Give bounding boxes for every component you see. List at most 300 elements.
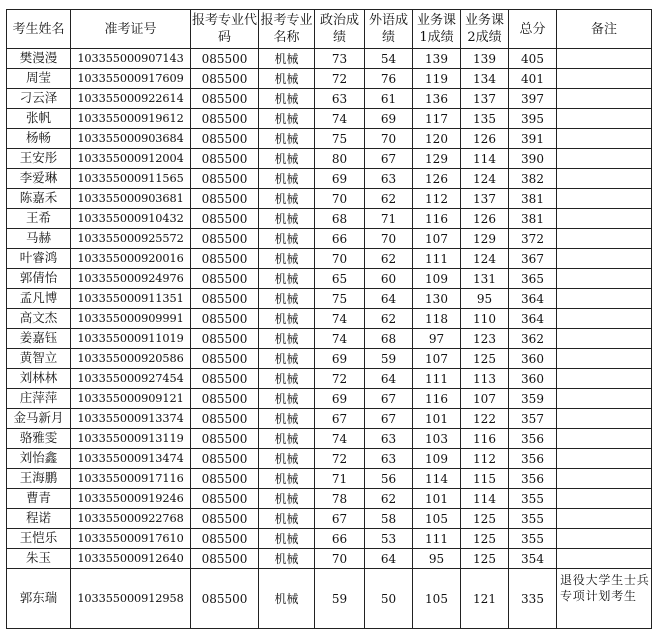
cell-major-name: 机械 bbox=[259, 189, 315, 209]
cell-subject-1: 126 bbox=[413, 169, 461, 189]
header-major-code: 报考专业代码 bbox=[191, 10, 259, 49]
cell-major-name: 机械 bbox=[259, 129, 315, 149]
cell-foreign-language: 50 bbox=[365, 569, 413, 629]
cell-major-code: 085500 bbox=[191, 529, 259, 549]
cell-politics: 74 bbox=[315, 309, 365, 329]
cell-name: 郭东瑞 bbox=[7, 569, 71, 629]
cell-name: 李爱琳 bbox=[7, 169, 71, 189]
cell-remarks bbox=[557, 49, 652, 69]
cell-subject-2: 125 bbox=[461, 509, 509, 529]
cell-name: 叶睿鸿 bbox=[7, 249, 71, 269]
cell-subject-2: 110 bbox=[461, 309, 509, 329]
cell-total: 354 bbox=[509, 549, 557, 569]
cell-politics: 78 bbox=[315, 489, 365, 509]
cell-subject-2: 124 bbox=[461, 249, 509, 269]
header-remarks: 备注 bbox=[557, 10, 652, 49]
cell-remarks bbox=[557, 249, 652, 269]
header-major-name: 报考专业名称 bbox=[259, 10, 315, 49]
cell-foreign-language: 61 bbox=[365, 89, 413, 109]
cell-exam-id: 103355000911351 bbox=[71, 289, 191, 309]
cell-politics: 75 bbox=[315, 129, 365, 149]
cell-subject-1: 97 bbox=[413, 329, 461, 349]
cell-major-code: 085500 bbox=[191, 489, 259, 509]
cell-remarks bbox=[557, 169, 652, 189]
cell-major-name: 机械 bbox=[259, 489, 315, 509]
cell-exam-id: 103355000927454 bbox=[71, 369, 191, 389]
cell-exam-id: 103355000911019 bbox=[71, 329, 191, 349]
cell-subject-1: 103 bbox=[413, 429, 461, 449]
cell-major-code: 085500 bbox=[191, 349, 259, 369]
cell-remarks bbox=[557, 109, 652, 129]
cell-subject-1: 139 bbox=[413, 49, 461, 69]
cell-name: 王希 bbox=[7, 209, 71, 229]
cell-politics: 72 bbox=[315, 369, 365, 389]
cell-subject-2: 122 bbox=[461, 409, 509, 429]
cell-major-name: 机械 bbox=[259, 329, 315, 349]
cell-exam-id: 103355000920016 bbox=[71, 249, 191, 269]
cell-total: 355 bbox=[509, 529, 557, 549]
cell-major-name: 机械 bbox=[259, 169, 315, 189]
cell-exam-id: 103355000912004 bbox=[71, 149, 191, 169]
table-row bbox=[7, 449, 652, 469]
header-politics: 政治成绩 bbox=[315, 10, 365, 49]
cell-exam-id: 103355000910432 bbox=[71, 209, 191, 229]
cell-total: 367 bbox=[509, 249, 557, 269]
header-subject-1: 业务课1成绩 bbox=[413, 10, 461, 49]
table-row bbox=[7, 269, 652, 289]
table-row bbox=[7, 389, 652, 409]
table-row bbox=[7, 409, 652, 429]
cell-name: 杨畅 bbox=[7, 129, 71, 149]
cell-foreign-language: 62 bbox=[365, 249, 413, 269]
cell-foreign-language: 63 bbox=[365, 169, 413, 189]
table-row bbox=[7, 89, 652, 109]
cell-foreign-language: 62 bbox=[365, 309, 413, 329]
cell-major-code: 085500 bbox=[191, 549, 259, 569]
cell-major-name: 机械 bbox=[259, 229, 315, 249]
table-row bbox=[7, 469, 652, 489]
cell-politics: 72 bbox=[315, 449, 365, 469]
cell-total: 395 bbox=[509, 109, 557, 129]
cell-total: 356 bbox=[509, 469, 557, 489]
cell-remarks bbox=[557, 89, 652, 109]
table-row bbox=[7, 369, 652, 389]
cell-name: 刘林林 bbox=[7, 369, 71, 389]
cell-remarks bbox=[557, 209, 652, 229]
cell-total: 355 bbox=[509, 509, 557, 529]
cell-politics: 74 bbox=[315, 429, 365, 449]
cell-total: 359 bbox=[509, 389, 557, 409]
cell-name: 周莹 bbox=[7, 69, 71, 89]
cell-foreign-language: 76 bbox=[365, 69, 413, 89]
cell-foreign-language: 54 bbox=[365, 49, 413, 69]
cell-subject-2: 114 bbox=[461, 489, 509, 509]
cell-major-code: 085500 bbox=[191, 189, 259, 209]
cell-foreign-language: 70 bbox=[365, 129, 413, 149]
cell-politics: 73 bbox=[315, 49, 365, 69]
cell-major-code: 085500 bbox=[191, 269, 259, 289]
cell-subject-1: 107 bbox=[413, 229, 461, 249]
cell-subject-2: 125 bbox=[461, 529, 509, 549]
cell-major-code: 085500 bbox=[191, 249, 259, 269]
score-table bbox=[6, 9, 652, 629]
cell-remarks bbox=[557, 369, 652, 389]
cell-total: 360 bbox=[509, 369, 557, 389]
cell-remarks bbox=[557, 449, 652, 469]
cell-exam-id: 103355000907143 bbox=[71, 49, 191, 69]
cell-politics: 65 bbox=[315, 269, 365, 289]
cell-major-name: 机械 bbox=[259, 369, 315, 389]
table-row bbox=[7, 69, 652, 89]
cell-subject-1: 101 bbox=[413, 489, 461, 509]
cell-remarks bbox=[557, 289, 652, 309]
cell-foreign-language: 67 bbox=[365, 149, 413, 169]
cell-major-name: 机械 bbox=[259, 449, 315, 469]
cell-politics: 74 bbox=[315, 109, 365, 129]
cell-name: 樊漫漫 bbox=[7, 49, 71, 69]
cell-total: 397 bbox=[509, 89, 557, 109]
cell-major-code: 085500 bbox=[191, 449, 259, 469]
cell-name: 孟凡博 bbox=[7, 289, 71, 309]
cell-politics: 70 bbox=[315, 549, 365, 569]
cell-foreign-language: 63 bbox=[365, 449, 413, 469]
cell-total: 335 bbox=[509, 569, 557, 629]
cell-name: 郭倩怡 bbox=[7, 269, 71, 289]
cell-subject-2: 126 bbox=[461, 129, 509, 149]
cell-subject-2: 125 bbox=[461, 349, 509, 369]
cell-total: 381 bbox=[509, 189, 557, 209]
cell-name: 姜嘉钰 bbox=[7, 329, 71, 349]
table-row bbox=[7, 529, 652, 549]
cell-major-name: 机械 bbox=[259, 49, 315, 69]
cell-major-name: 机械 bbox=[259, 349, 315, 369]
cell-subject-1: 129 bbox=[413, 149, 461, 169]
cell-exam-id: 103355000917610 bbox=[71, 529, 191, 549]
cell-subject-1: 116 bbox=[413, 389, 461, 409]
table-row bbox=[7, 349, 652, 369]
cell-name: 朱玉 bbox=[7, 549, 71, 569]
cell-politics: 67 bbox=[315, 509, 365, 529]
table-row bbox=[7, 569, 652, 629]
cell-remarks bbox=[557, 549, 652, 569]
cell-foreign-language: 71 bbox=[365, 209, 413, 229]
cell-exam-id: 103355000913119 bbox=[71, 429, 191, 449]
cell-politics: 69 bbox=[315, 389, 365, 409]
cell-exam-id: 103355000909121 bbox=[71, 389, 191, 409]
table-row bbox=[7, 189, 652, 209]
cell-subject-2: 115 bbox=[461, 469, 509, 489]
cell-remarks bbox=[557, 69, 652, 89]
cell-politics: 69 bbox=[315, 169, 365, 189]
cell-name: 刁云泽 bbox=[7, 89, 71, 109]
cell-exam-id: 103355000913374 bbox=[71, 409, 191, 429]
cell-exam-id: 103355000913474 bbox=[71, 449, 191, 469]
cell-politics: 69 bbox=[315, 349, 365, 369]
table-row bbox=[7, 209, 652, 229]
cell-remarks bbox=[557, 149, 652, 169]
table-header bbox=[7, 10, 652, 49]
cell-major-name: 机械 bbox=[259, 469, 315, 489]
cell-subject-2: 125 bbox=[461, 549, 509, 569]
cell-exam-id: 103355000922614 bbox=[71, 89, 191, 109]
cell-name: 曹青 bbox=[7, 489, 71, 509]
cell-foreign-language: 67 bbox=[365, 409, 413, 429]
cell-major-name: 机械 bbox=[259, 309, 315, 329]
cell-foreign-language: 62 bbox=[365, 489, 413, 509]
cell-total: 390 bbox=[509, 149, 557, 169]
cell-total: 355 bbox=[509, 489, 557, 509]
cell-subject-1: 109 bbox=[413, 449, 461, 469]
cell-remarks bbox=[557, 409, 652, 429]
cell-major-code: 085500 bbox=[191, 109, 259, 129]
cell-subject-2: 113 bbox=[461, 369, 509, 389]
cell-subject-2: 95 bbox=[461, 289, 509, 309]
cell-subject-2: 116 bbox=[461, 429, 509, 449]
cell-total: 360 bbox=[509, 349, 557, 369]
cell-total: 356 bbox=[509, 449, 557, 469]
cell-subject-1: 101 bbox=[413, 409, 461, 429]
cell-foreign-language: 62 bbox=[365, 189, 413, 209]
cell-major-code: 085500 bbox=[191, 469, 259, 489]
cell-total: 401 bbox=[509, 69, 557, 89]
cell-subject-1: 111 bbox=[413, 529, 461, 549]
cell-major-code: 085500 bbox=[191, 149, 259, 169]
cell-politics: 70 bbox=[315, 249, 365, 269]
cell-subject-2: 124 bbox=[461, 169, 509, 189]
header-total: 总分 bbox=[509, 10, 557, 49]
cell-name: 王海鹏 bbox=[7, 469, 71, 489]
cell-remarks: 退役大学生士兵专项计划考生 bbox=[557, 569, 652, 629]
table-row bbox=[7, 169, 652, 189]
cell-major-name: 机械 bbox=[259, 249, 315, 269]
cell-major-code: 085500 bbox=[191, 89, 259, 109]
cell-politics: 59 bbox=[315, 569, 365, 629]
cell-major-name: 机械 bbox=[259, 429, 315, 449]
cell-major-code: 085500 bbox=[191, 129, 259, 149]
cell-major-name: 机械 bbox=[259, 269, 315, 289]
cell-name: 陈嘉禾 bbox=[7, 189, 71, 209]
cell-exam-id: 103355000909991 bbox=[71, 309, 191, 329]
cell-total: 364 bbox=[509, 289, 557, 309]
cell-major-name: 机械 bbox=[259, 69, 315, 89]
cell-subject-1: 130 bbox=[413, 289, 461, 309]
cell-subject-1: 117 bbox=[413, 109, 461, 129]
cell-major-code: 085500 bbox=[191, 509, 259, 529]
cell-subject-2: 137 bbox=[461, 189, 509, 209]
cell-subject-1: 95 bbox=[413, 549, 461, 569]
cell-subject-2: 134 bbox=[461, 69, 509, 89]
table-row bbox=[7, 549, 652, 569]
cell-subject-1: 105 bbox=[413, 509, 461, 529]
cell-total: 372 bbox=[509, 229, 557, 249]
cell-remarks bbox=[557, 469, 652, 489]
cell-major-name: 机械 bbox=[259, 389, 315, 409]
cell-total: 365 bbox=[509, 269, 557, 289]
cell-exam-id: 103355000919612 bbox=[71, 109, 191, 129]
cell-subject-2: 135 bbox=[461, 109, 509, 129]
cell-foreign-language: 58 bbox=[365, 509, 413, 529]
cell-exam-id: 103355000922768 bbox=[71, 509, 191, 529]
cell-total: 356 bbox=[509, 429, 557, 449]
cell-remarks bbox=[557, 389, 652, 409]
cell-subject-1: 119 bbox=[413, 69, 461, 89]
cell-major-name: 机械 bbox=[259, 569, 315, 629]
cell-subject-1: 136 bbox=[413, 89, 461, 109]
cell-subject-1: 107 bbox=[413, 349, 461, 369]
cell-remarks bbox=[557, 349, 652, 369]
cell-subject-2: 129 bbox=[461, 229, 509, 249]
cell-politics: 80 bbox=[315, 149, 365, 169]
cell-exam-id: 103355000925572 bbox=[71, 229, 191, 249]
table-row bbox=[7, 109, 652, 129]
cell-major-name: 机械 bbox=[259, 409, 315, 429]
table-row bbox=[7, 289, 652, 309]
cell-exam-id: 103355000917609 bbox=[71, 69, 191, 89]
table-row bbox=[7, 249, 652, 269]
cell-remarks bbox=[557, 129, 652, 149]
cell-politics: 63 bbox=[315, 89, 365, 109]
cell-remarks bbox=[557, 529, 652, 549]
cell-exam-id: 103355000911565 bbox=[71, 169, 191, 189]
table-row bbox=[7, 329, 652, 349]
table-row bbox=[7, 309, 652, 329]
table-row bbox=[7, 429, 652, 449]
cell-name: 金马新月 bbox=[7, 409, 71, 429]
cell-name: 马赫 bbox=[7, 229, 71, 249]
cell-exam-id: 103355000924976 bbox=[71, 269, 191, 289]
table-row bbox=[7, 129, 652, 149]
cell-major-code: 085500 bbox=[191, 329, 259, 349]
cell-foreign-language: 64 bbox=[365, 549, 413, 569]
cell-subject-2: 121 bbox=[461, 569, 509, 629]
cell-major-code: 085500 bbox=[191, 389, 259, 409]
cell-total: 381 bbox=[509, 209, 557, 229]
header-exam-id: 准考证号 bbox=[71, 10, 191, 49]
cell-remarks bbox=[557, 429, 652, 449]
cell-remarks bbox=[557, 229, 652, 249]
cell-name: 刘怡鑫 bbox=[7, 449, 71, 469]
cell-remarks bbox=[557, 309, 652, 329]
cell-foreign-language: 69 bbox=[365, 109, 413, 129]
table-row bbox=[7, 229, 652, 249]
cell-exam-id: 103355000919246 bbox=[71, 489, 191, 509]
cell-name: 程诺 bbox=[7, 509, 71, 529]
cell-major-code: 085500 bbox=[191, 369, 259, 389]
cell-politics: 67 bbox=[315, 409, 365, 429]
cell-politics: 68 bbox=[315, 209, 365, 229]
cell-name: 王安彤 bbox=[7, 149, 71, 169]
cell-name: 骆雅雯 bbox=[7, 429, 71, 449]
cell-major-name: 机械 bbox=[259, 529, 315, 549]
cell-major-code: 085500 bbox=[191, 49, 259, 69]
cell-subject-1: 105 bbox=[413, 569, 461, 629]
cell-subject-2: 139 bbox=[461, 49, 509, 69]
cell-total: 405 bbox=[509, 49, 557, 69]
cell-remarks bbox=[557, 509, 652, 529]
cell-subject-1: 109 bbox=[413, 269, 461, 289]
cell-major-name: 机械 bbox=[259, 289, 315, 309]
cell-major-code: 085500 bbox=[191, 409, 259, 429]
cell-subject-2: 112 bbox=[461, 449, 509, 469]
cell-politics: 70 bbox=[315, 189, 365, 209]
header-name: 考生姓名 bbox=[7, 10, 71, 49]
cell-subject-1: 112 bbox=[413, 189, 461, 209]
cell-exam-id: 103355000917116 bbox=[71, 469, 191, 489]
cell-major-code: 085500 bbox=[191, 289, 259, 309]
cell-total: 382 bbox=[509, 169, 557, 189]
cell-exam-id: 103355000903684 bbox=[71, 129, 191, 149]
cell-major-code: 085500 bbox=[191, 429, 259, 449]
cell-major-code: 085500 bbox=[191, 209, 259, 229]
cell-politics: 66 bbox=[315, 229, 365, 249]
cell-major-name: 机械 bbox=[259, 549, 315, 569]
cell-major-name: 机械 bbox=[259, 89, 315, 109]
cell-exam-id: 103355000903681 bbox=[71, 189, 191, 209]
cell-foreign-language: 64 bbox=[365, 289, 413, 309]
cell-major-name: 机械 bbox=[259, 149, 315, 169]
cell-politics: 71 bbox=[315, 469, 365, 489]
cell-exam-id: 103355000920586 bbox=[71, 349, 191, 369]
cell-subject-2: 123 bbox=[461, 329, 509, 349]
cell-foreign-language: 60 bbox=[365, 269, 413, 289]
cell-total: 362 bbox=[509, 329, 557, 349]
cell-remarks bbox=[557, 489, 652, 509]
cell-remarks bbox=[557, 189, 652, 209]
cell-politics: 66 bbox=[315, 529, 365, 549]
cell-subject-2: 107 bbox=[461, 389, 509, 409]
cell-subject-2: 137 bbox=[461, 89, 509, 109]
cell-major-code: 085500 bbox=[191, 309, 259, 329]
cell-subject-1: 116 bbox=[413, 209, 461, 229]
cell-name: 张帆 bbox=[7, 109, 71, 129]
cell-foreign-language: 53 bbox=[365, 529, 413, 549]
cell-remarks bbox=[557, 269, 652, 289]
cell-exam-id: 103355000912958 bbox=[71, 569, 191, 629]
header-row bbox=[7, 10, 652, 49]
cell-subject-2: 114 bbox=[461, 149, 509, 169]
cell-subject-2: 131 bbox=[461, 269, 509, 289]
cell-foreign-language: 64 bbox=[365, 369, 413, 389]
cell-major-code: 085500 bbox=[191, 229, 259, 249]
cell-subject-1: 120 bbox=[413, 129, 461, 149]
cell-politics: 72 bbox=[315, 69, 365, 89]
cell-foreign-language: 56 bbox=[365, 469, 413, 489]
cell-foreign-language: 63 bbox=[365, 429, 413, 449]
cell-remarks bbox=[557, 329, 652, 349]
cell-major-code: 085500 bbox=[191, 69, 259, 89]
cell-politics: 75 bbox=[315, 289, 365, 309]
cell-total: 364 bbox=[509, 309, 557, 329]
cell-major-code: 085500 bbox=[191, 169, 259, 189]
cell-foreign-language: 70 bbox=[365, 229, 413, 249]
cell-subject-1: 111 bbox=[413, 369, 461, 389]
cell-major-code: 085500 bbox=[191, 569, 259, 629]
cell-major-name: 机械 bbox=[259, 209, 315, 229]
cell-foreign-language: 68 bbox=[365, 329, 413, 349]
cell-total: 391 bbox=[509, 129, 557, 149]
cell-total: 357 bbox=[509, 409, 557, 429]
cell-politics: 74 bbox=[315, 329, 365, 349]
cell-name: 高文杰 bbox=[7, 309, 71, 329]
header-subject-2: 业务课2成绩 bbox=[461, 10, 509, 49]
table-row bbox=[7, 49, 652, 69]
cell-major-name: 机械 bbox=[259, 509, 315, 529]
cell-subject-1: 118 bbox=[413, 309, 461, 329]
cell-name: 王恺乐 bbox=[7, 529, 71, 549]
cell-major-name: 机械 bbox=[259, 109, 315, 129]
table-row bbox=[7, 149, 652, 169]
cell-name: 黄智立 bbox=[7, 349, 71, 369]
